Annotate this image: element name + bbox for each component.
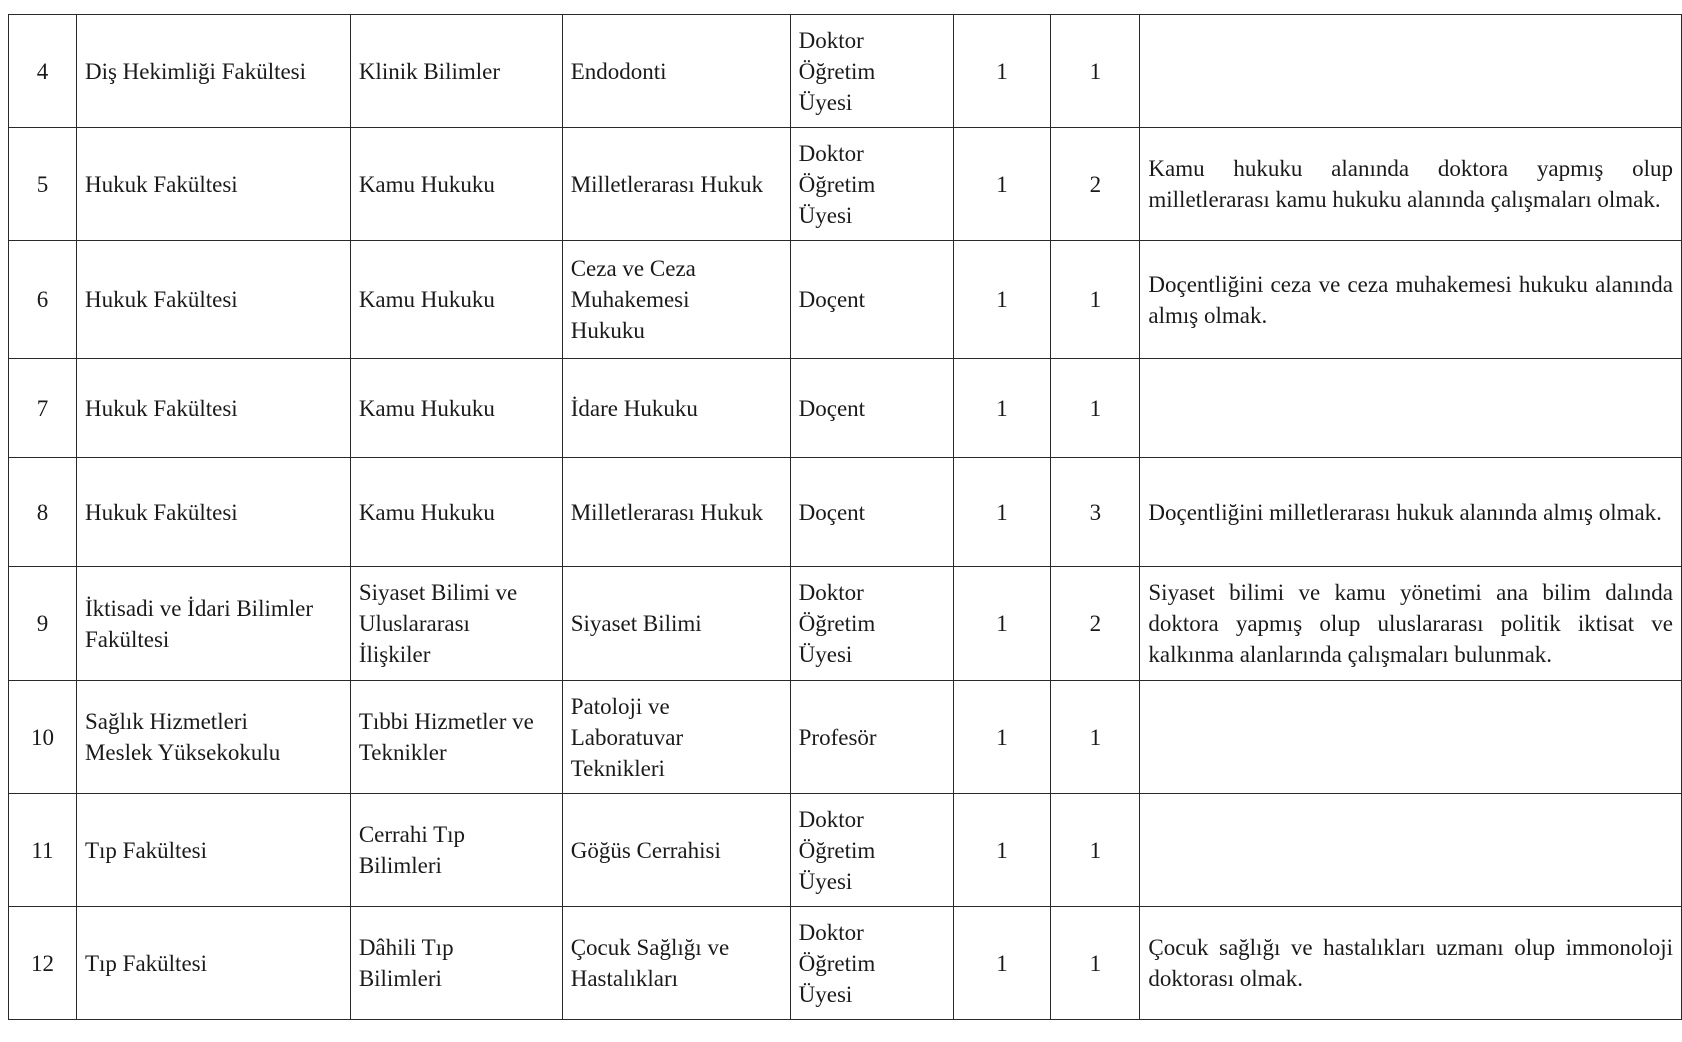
staff-count-cell: 2 <box>1051 567 1140 681</box>
field-cell-line: İdare Hukuku <box>570 395 698 421</box>
condition-cell: Doçentliğini ceza ve ceza muhakemesi hukuku alanında almış olmak. <box>1140 241 1682 359</box>
degree-count-cell: 1 <box>953 794 1051 907</box>
table-row <box>9 907 1682 1020</box>
field-cell-line: Teknikleri <box>570 755 665 781</box>
table-row <box>9 15 1682 128</box>
department-cell-line: İlişkiler <box>358 642 431 667</box>
title-cell-line: Üyesi <box>798 981 853 1007</box>
condition-cell: Kamu hukuku alanında doktora yapmış olup milletlerarası kamu hukuku alanında çalışmaları olmak. <box>1140 128 1682 241</box>
department-cell-line: Cerrahi Tıp <box>358 822 466 847</box>
unit-cell-line: Fakültesi <box>84 626 170 652</box>
table-row <box>9 128 1682 241</box>
row-number-cell: 5 <box>9 128 77 241</box>
title-cell-line: Öğretim <box>798 171 876 197</box>
field-cell <box>562 15 790 128</box>
department-cell-line: Kamu Hukuku <box>358 171 495 197</box>
unit-cell <box>76 458 350 567</box>
title-cell <box>790 15 953 128</box>
staff-count-cell: 1 <box>1051 681 1140 794</box>
degree-count-cell: 1 <box>953 241 1051 359</box>
staff-count-cell: 2 <box>1051 128 1140 241</box>
field-cell-line: Muhakemesi <box>570 287 690 312</box>
table-body <box>9 15 1682 1020</box>
field-cell-line: Hukuku <box>570 318 645 343</box>
field-cell-line: Göğüs Cerrahisi <box>570 837 721 863</box>
field-cell <box>562 794 790 907</box>
unit-cell-line: Hukuk Fakültesi <box>84 499 238 525</box>
field-cell-line: Milletlerarası Hukuk <box>570 171 763 197</box>
staff-count-cell: 1 <box>1051 907 1140 1020</box>
unit-cell-line: Diş Hekimliği Fakültesi <box>84 58 307 84</box>
field-cell-line: Hastalıkları <box>570 966 679 991</box>
staff-count-cell: 3 <box>1051 458 1140 567</box>
title-cell <box>790 907 953 1020</box>
degree-count-cell: 1 <box>953 15 1051 128</box>
field-cell-line: Siyaset Bilimi <box>570 611 702 636</box>
department-cell <box>350 567 562 681</box>
condition-cell <box>1140 359 1682 458</box>
title-cell-line: Doçent <box>798 395 866 421</box>
field-cell-line: Ceza ve Ceza <box>570 256 696 281</box>
condition-cell: Siyaset bilimi ve kamu yönetimi ana bilim dalında doktora yapmış olup uluslararası politik iktisat ve kalkınma alanlarında çalışmaları bulunmak. <box>1140 567 1682 681</box>
position-table <box>8 14 1682 1020</box>
condition-cell <box>1140 15 1682 128</box>
department-cell <box>350 681 562 794</box>
field-cell <box>562 907 790 1020</box>
field-cell-line: Çocuk Sağlığı ve <box>570 935 730 960</box>
title-cell <box>790 458 953 567</box>
title-cell-line: Üyesi <box>798 89 853 115</box>
department-cell-line: Teknikler <box>358 740 447 765</box>
department-cell-line: Siyaset Bilimi ve <box>358 580 518 605</box>
field-cell-line: Patoloji ve <box>570 693 670 719</box>
degree-count-cell: 1 <box>953 458 1051 567</box>
department-cell-line: Bilimleri <box>358 966 442 991</box>
unit-cell-line: Sağlık Hizmetleri <box>84 709 248 734</box>
department-cell-line: Uluslararası <box>358 611 470 636</box>
department-cell <box>350 359 562 458</box>
title-cell-line: Öğretim <box>798 837 876 863</box>
table-row <box>9 681 1682 794</box>
title-cell-line: Doktor <box>798 806 864 832</box>
department-cell-line: Kamu Hukuku <box>358 499 495 525</box>
table-row <box>9 567 1682 681</box>
row-number-cell: 9 <box>9 567 77 681</box>
unit-cell-line: Tıp Fakültesi <box>84 837 207 863</box>
title-cell-line: Doçent <box>798 287 866 312</box>
row-number-cell: 12 <box>9 907 77 1020</box>
condition-cell <box>1140 681 1682 794</box>
title-cell-line: Üyesi <box>798 202 853 228</box>
title-cell-line: Doktor <box>798 140 864 166</box>
table-row <box>9 458 1682 567</box>
table-row <box>9 794 1682 907</box>
title-cell-line: Doçent <box>798 499 866 525</box>
department-cell-line: Kamu Hukuku <box>358 395 495 421</box>
title-cell <box>790 794 953 907</box>
field-cell-line: Laboratuvar <box>570 724 684 750</box>
field-cell-line: Endodonti <box>570 58 667 84</box>
title-cell-line: Öğretim <box>798 950 876 976</box>
unit-cell <box>76 359 350 458</box>
title-cell <box>790 128 953 241</box>
department-cell <box>350 458 562 567</box>
title-cell <box>790 241 953 359</box>
row-number-cell: 11 <box>9 794 77 907</box>
unit-cell <box>76 681 350 794</box>
unit-cell-line: Meslek Yüksekokulu <box>84 740 281 765</box>
title-cell-line: Doktor <box>798 580 864 605</box>
unit-cell <box>76 794 350 907</box>
unit-cell-line: Tıp Fakültesi <box>84 950 207 976</box>
unit-cell <box>76 567 350 681</box>
staff-count-cell: 1 <box>1051 241 1140 359</box>
unit-cell <box>76 907 350 1020</box>
department-cell <box>350 794 562 907</box>
department-cell <box>350 128 562 241</box>
title-cell-line: Doktor <box>798 27 864 53</box>
department-cell <box>350 15 562 128</box>
title-cell <box>790 359 953 458</box>
title-cell-line: Öğretim <box>798 611 876 636</box>
degree-count-cell: 1 <box>953 907 1051 1020</box>
degree-count-cell: 1 <box>953 359 1051 458</box>
title-cell-line: Profesör <box>798 724 877 750</box>
unit-cell-line: Hukuk Fakültesi <box>84 171 238 197</box>
title-cell-line: Doktor <box>798 919 864 945</box>
condition-cell: Doçentliğini milletlerarası hukuk alanında almış olmak. <box>1140 458 1682 567</box>
department-cell-line: Dâhili Tıp <box>358 935 454 960</box>
department-cell <box>350 907 562 1020</box>
staff-count-cell: 1 <box>1051 794 1140 907</box>
field-cell <box>562 241 790 359</box>
row-number-cell: 7 <box>9 359 77 458</box>
staff-count-cell: 1 <box>1051 359 1140 458</box>
title-cell <box>790 681 953 794</box>
department-cell <box>350 241 562 359</box>
department-cell-line: Tıbbi Hizmetler ve <box>358 709 534 734</box>
title-cell <box>790 567 953 681</box>
field-cell <box>562 681 790 794</box>
field-cell <box>562 458 790 567</box>
degree-count-cell: 1 <box>953 128 1051 241</box>
degree-count-cell: 1 <box>953 681 1051 794</box>
row-number-cell: 10 <box>9 681 77 794</box>
department-cell-line: Kamu Hukuku <box>358 287 495 312</box>
department-cell-line: Bilimleri <box>358 853 442 878</box>
row-number-cell: 4 <box>9 15 77 128</box>
unit-cell <box>76 15 350 128</box>
row-number-cell: 8 <box>9 458 77 567</box>
row-number-cell: 6 <box>9 241 77 359</box>
unit-cell-line: Hukuk Fakültesi <box>84 395 238 421</box>
field-cell <box>562 128 790 241</box>
title-cell-line: Öğretim <box>798 58 876 84</box>
field-cell <box>562 359 790 458</box>
degree-count-cell: 1 <box>953 567 1051 681</box>
condition-cell <box>1140 794 1682 907</box>
department-cell-line: Klinik Bilimler <box>358 58 501 84</box>
unit-cell <box>76 241 350 359</box>
unit-cell-line: Hukuk Fakültesi <box>84 287 238 312</box>
table-row <box>9 241 1682 359</box>
staff-count-cell: 1 <box>1051 15 1140 128</box>
field-cell <box>562 567 790 681</box>
unit-cell <box>76 128 350 241</box>
table-row <box>9 359 1682 458</box>
title-cell-line: Üyesi <box>798 868 853 894</box>
title-cell-line: Üyesi <box>798 642 853 667</box>
condition-cell: Çocuk sağlığı ve hastalıkları uzmanı olup immonoloji doktorası olmak. <box>1140 907 1682 1020</box>
unit-cell-line: İktisadi ve İdari Bilimler <box>84 595 313 621</box>
field-cell-line: Milletlerarası Hukuk <box>570 499 763 525</box>
